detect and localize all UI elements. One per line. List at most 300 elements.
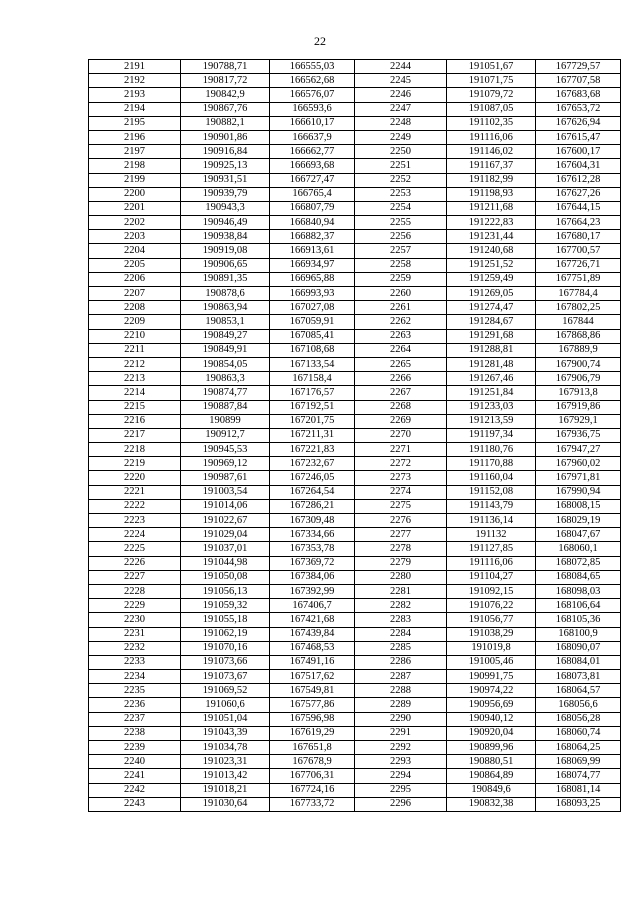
table-row xyxy=(89,372,621,386)
y-coordinate-right: 167644,15 xyxy=(536,201,621,215)
point-number-left: 2243 xyxy=(89,797,181,811)
point-number-left: 2234 xyxy=(89,670,181,684)
table-row xyxy=(89,102,621,116)
y-coordinate-left: 167517,62 xyxy=(270,670,355,684)
x-coordinate-left: 190912,7 xyxy=(181,428,270,442)
point-number-left: 2197 xyxy=(89,145,181,159)
table-row xyxy=(89,641,621,655)
x-coordinate-right: 190864,89 xyxy=(447,769,536,783)
y-coordinate-right: 167604,31 xyxy=(536,159,621,173)
table-row xyxy=(89,599,621,613)
table-row xyxy=(89,216,621,230)
point-number-right: 2296 xyxy=(355,797,447,811)
x-coordinate-right: 191269,05 xyxy=(447,287,536,301)
x-coordinate-left: 190817,72 xyxy=(181,74,270,88)
x-coordinate-left: 191013,42 xyxy=(181,769,270,783)
y-coordinate-right: 167626,94 xyxy=(536,116,621,130)
y-coordinate-right: 168074,77 xyxy=(536,769,621,783)
table-row xyxy=(89,159,621,173)
table-row xyxy=(89,414,621,428)
point-number-left: 2212 xyxy=(89,357,181,371)
y-coordinate-right: 167936,75 xyxy=(536,428,621,442)
point-number-left: 2206 xyxy=(89,272,181,286)
y-coordinate-left: 167221,83 xyxy=(270,443,355,457)
y-coordinate-right: 167889,9 xyxy=(536,343,621,357)
point-number-left: 2221 xyxy=(89,485,181,499)
x-coordinate-right: 191180,76 xyxy=(447,443,536,457)
y-coordinate-right: 167615,47 xyxy=(536,130,621,144)
table-row xyxy=(89,145,621,159)
y-coordinate-left: 166593,6 xyxy=(270,102,355,116)
table-row xyxy=(89,201,621,215)
y-coordinate-left: 167192,51 xyxy=(270,400,355,414)
y-coordinate-left: 167491,16 xyxy=(270,655,355,669)
x-coordinate-right: 191152,08 xyxy=(447,485,536,499)
point-number-right: 2287 xyxy=(355,670,447,684)
coordinates-table-body xyxy=(89,60,621,812)
x-coordinate-left: 191023,31 xyxy=(181,755,270,769)
y-coordinate-right: 167947,27 xyxy=(536,443,621,457)
x-coordinate-right: 191051,67 xyxy=(447,60,536,74)
y-coordinate-left: 167059,91 xyxy=(270,315,355,329)
x-coordinate-right: 191182,99 xyxy=(447,173,536,187)
x-coordinate-right: 190832,38 xyxy=(447,797,536,811)
point-number-left: 2220 xyxy=(89,471,181,485)
x-coordinate-left: 190891,35 xyxy=(181,272,270,286)
point-number-left: 2202 xyxy=(89,216,181,230)
table-row xyxy=(89,386,621,400)
point-number-left: 2214 xyxy=(89,386,181,400)
x-coordinate-right: 191005,46 xyxy=(447,655,536,669)
x-coordinate-right: 191240,68 xyxy=(447,244,536,258)
y-coordinate-left: 167392,99 xyxy=(270,584,355,598)
page-number: 22 xyxy=(314,34,326,48)
table-row xyxy=(89,301,621,315)
x-coordinate-right: 191116,06 xyxy=(447,556,536,570)
point-number-right: 2244 xyxy=(355,60,447,74)
point-number-left: 2201 xyxy=(89,201,181,215)
x-coordinate-left: 190853,1 xyxy=(181,315,270,329)
x-coordinate-left: 191034,78 xyxy=(181,741,270,755)
y-coordinate-left: 167334,66 xyxy=(270,528,355,542)
y-coordinate-left: 167706,31 xyxy=(270,769,355,783)
x-coordinate-left: 191003,54 xyxy=(181,485,270,499)
y-coordinate-left: 167108,68 xyxy=(270,343,355,357)
x-coordinate-right: 191160,04 xyxy=(447,471,536,485)
y-coordinate-right: 168060,74 xyxy=(536,726,621,740)
point-number-right: 2273 xyxy=(355,471,447,485)
point-number-left: 2233 xyxy=(89,655,181,669)
y-coordinate-right: 168064,25 xyxy=(536,741,621,755)
y-coordinate-right: 167729,57 xyxy=(536,60,621,74)
point-number-right: 2269 xyxy=(355,414,447,428)
table-row xyxy=(89,230,621,244)
x-coordinate-right: 191281,48 xyxy=(447,357,536,371)
y-coordinate-left: 167733,72 xyxy=(270,797,355,811)
table-row xyxy=(89,485,621,499)
x-coordinate-left: 191073,66 xyxy=(181,655,270,669)
point-number-right: 2252 xyxy=(355,173,447,187)
x-coordinate-right: 191056,77 xyxy=(447,613,536,627)
table-row xyxy=(89,769,621,783)
point-number-right: 2247 xyxy=(355,102,447,116)
y-coordinate-left: 167406,7 xyxy=(270,599,355,613)
point-number-left: 2194 xyxy=(89,102,181,116)
y-coordinate-right: 168090,07 xyxy=(536,641,621,655)
x-coordinate-right: 191251,84 xyxy=(447,386,536,400)
x-coordinate-left: 190945,53 xyxy=(181,443,270,457)
y-coordinate-left: 167211,31 xyxy=(270,428,355,442)
table-row xyxy=(89,74,621,88)
y-coordinate-right: 168081,14 xyxy=(536,783,621,797)
point-number-right: 2251 xyxy=(355,159,447,173)
point-number-right: 2257 xyxy=(355,244,447,258)
y-coordinate-left: 167232,67 xyxy=(270,457,355,471)
point-number-left: 2223 xyxy=(89,514,181,528)
y-coordinate-right: 168056,28 xyxy=(536,712,621,726)
x-coordinate-left: 190931,51 xyxy=(181,173,270,187)
x-coordinate-left: 191055,18 xyxy=(181,613,270,627)
x-coordinate-right: 191127,85 xyxy=(447,542,536,556)
y-coordinate-right: 167680,17 xyxy=(536,230,621,244)
point-number-right: 2270 xyxy=(355,428,447,442)
point-number-right: 2268 xyxy=(355,400,447,414)
point-number-left: 2227 xyxy=(89,570,181,584)
table-row xyxy=(89,570,621,584)
point-number-right: 2262 xyxy=(355,315,447,329)
point-number-left: 2210 xyxy=(89,329,181,343)
y-coordinate-left: 166913,61 xyxy=(270,244,355,258)
point-number-right: 2259 xyxy=(355,272,447,286)
point-number-right: 2283 xyxy=(355,613,447,627)
point-number-right: 2292 xyxy=(355,741,447,755)
point-number-left: 2216 xyxy=(89,414,181,428)
point-number-right: 2245 xyxy=(355,74,447,88)
x-coordinate-right: 191197,34 xyxy=(447,428,536,442)
table-row xyxy=(89,116,621,130)
table-row xyxy=(89,613,621,627)
point-number-right: 2277 xyxy=(355,528,447,542)
x-coordinate-left: 191029,04 xyxy=(181,528,270,542)
point-number-left: 2242 xyxy=(89,783,181,797)
x-coordinate-left: 190925,13 xyxy=(181,159,270,173)
point-number-right: 2255 xyxy=(355,216,447,230)
x-coordinate-left: 191022,67 xyxy=(181,514,270,528)
point-number-right: 2248 xyxy=(355,116,447,130)
y-coordinate-right: 168084,01 xyxy=(536,655,621,669)
x-coordinate-left: 190916,84 xyxy=(181,145,270,159)
y-coordinate-left: 166555,03 xyxy=(270,60,355,74)
y-coordinate-left: 167439,84 xyxy=(270,627,355,641)
point-number-right: 2276 xyxy=(355,514,447,528)
y-coordinate-right: 168084,65 xyxy=(536,570,621,584)
y-coordinate-right: 168073,81 xyxy=(536,670,621,684)
x-coordinate-left: 190849,27 xyxy=(181,329,270,343)
x-coordinate-right: 191170,88 xyxy=(447,457,536,471)
y-coordinate-right: 167990,94 xyxy=(536,485,621,499)
x-coordinate-left: 191018,21 xyxy=(181,783,270,797)
table-row xyxy=(89,471,621,485)
y-coordinate-left: 167133,54 xyxy=(270,357,355,371)
x-coordinate-right: 190940,12 xyxy=(447,712,536,726)
point-number-right: 2246 xyxy=(355,88,447,102)
point-number-left: 2191 xyxy=(89,60,181,74)
table-row xyxy=(89,514,621,528)
x-coordinate-right: 191076,22 xyxy=(447,599,536,613)
x-coordinate-left: 190878,6 xyxy=(181,287,270,301)
x-coordinate-left: 190874,77 xyxy=(181,386,270,400)
table-row xyxy=(89,343,621,357)
y-coordinate-right: 167802,25 xyxy=(536,301,621,315)
table-row xyxy=(89,726,621,740)
table-row xyxy=(89,698,621,712)
x-coordinate-left: 191070,16 xyxy=(181,641,270,655)
point-number-right: 2253 xyxy=(355,187,447,201)
x-coordinate-left: 191043,39 xyxy=(181,726,270,740)
x-coordinate-right: 191087,05 xyxy=(447,102,536,116)
x-coordinate-left: 190899 xyxy=(181,414,270,428)
x-coordinate-left: 191030,64 xyxy=(181,797,270,811)
point-number-left: 2213 xyxy=(89,372,181,386)
y-coordinate-left: 166934,97 xyxy=(270,258,355,272)
x-coordinate-right: 191291,68 xyxy=(447,329,536,343)
table-row xyxy=(89,287,621,301)
x-coordinate-left: 190939,79 xyxy=(181,187,270,201)
y-coordinate-right: 168106,64 xyxy=(536,599,621,613)
point-number-left: 2218 xyxy=(89,443,181,457)
table-row xyxy=(89,655,621,669)
point-number-right: 2271 xyxy=(355,443,447,457)
y-coordinate-right: 168069,99 xyxy=(536,755,621,769)
y-coordinate-right: 168064,57 xyxy=(536,684,621,698)
x-coordinate-left: 190943,3 xyxy=(181,201,270,215)
x-coordinate-right: 191274,47 xyxy=(447,301,536,315)
x-coordinate-right: 191284,67 xyxy=(447,315,536,329)
y-coordinate-left: 167577,86 xyxy=(270,698,355,712)
point-number-left: 2240 xyxy=(89,755,181,769)
point-number-right: 2289 xyxy=(355,698,447,712)
x-coordinate-left: 190788,71 xyxy=(181,60,270,74)
y-coordinate-left: 166840,94 xyxy=(270,216,355,230)
y-coordinate-left: 167353,78 xyxy=(270,542,355,556)
x-coordinate-left: 191073,67 xyxy=(181,670,270,684)
x-coordinate-left: 190906,65 xyxy=(181,258,270,272)
table-row xyxy=(89,670,621,684)
point-number-left: 2215 xyxy=(89,400,181,414)
point-number-left: 2219 xyxy=(89,457,181,471)
y-coordinate-right: 167844 xyxy=(536,315,621,329)
y-coordinate-left: 167309,48 xyxy=(270,514,355,528)
table-row xyxy=(89,187,621,201)
point-number-right: 2267 xyxy=(355,386,447,400)
point-number-right: 2263 xyxy=(355,329,447,343)
x-coordinate-right: 191104,27 xyxy=(447,570,536,584)
point-number-right: 2261 xyxy=(355,301,447,315)
x-coordinate-left: 191060,6 xyxy=(181,698,270,712)
point-number-left: 2209 xyxy=(89,315,181,329)
point-number-right: 2285 xyxy=(355,641,447,655)
point-number-left: 2228 xyxy=(89,584,181,598)
point-number-left: 2225 xyxy=(89,542,181,556)
point-number-left: 2217 xyxy=(89,428,181,442)
table-row xyxy=(89,684,621,698)
y-coordinate-left: 166637,9 xyxy=(270,130,355,144)
table-row xyxy=(89,712,621,726)
table-row xyxy=(89,428,621,442)
point-number-right: 2274 xyxy=(355,485,447,499)
x-coordinate-right: 191136,14 xyxy=(447,514,536,528)
table-row xyxy=(89,88,621,102)
y-coordinate-left: 167384,06 xyxy=(270,570,355,584)
x-coordinate-right: 191019,8 xyxy=(447,641,536,655)
y-coordinate-left: 167201,75 xyxy=(270,414,355,428)
table-row xyxy=(89,556,621,570)
x-coordinate-right: 191251,52 xyxy=(447,258,536,272)
y-coordinate-left: 166882,37 xyxy=(270,230,355,244)
y-coordinate-left: 166576,07 xyxy=(270,88,355,102)
x-coordinate-left: 191056,13 xyxy=(181,584,270,598)
x-coordinate-right: 191092,15 xyxy=(447,584,536,598)
x-coordinate-right: 190956,69 xyxy=(447,698,536,712)
x-coordinate-left: 190969,12 xyxy=(181,457,270,471)
point-number-left: 2235 xyxy=(89,684,181,698)
x-coordinate-left: 190946,49 xyxy=(181,216,270,230)
point-number-right: 2295 xyxy=(355,783,447,797)
point-number-left: 2241 xyxy=(89,769,181,783)
y-coordinate-left: 167264,54 xyxy=(270,485,355,499)
point-number-right: 2258 xyxy=(355,258,447,272)
x-coordinate-left: 191062,19 xyxy=(181,627,270,641)
y-coordinate-right: 168100,9 xyxy=(536,627,621,641)
point-number-right: 2272 xyxy=(355,457,447,471)
x-coordinate-right: 191038,29 xyxy=(447,627,536,641)
point-number-left: 2211 xyxy=(89,343,181,357)
x-coordinate-right: 191288,81 xyxy=(447,343,536,357)
x-coordinate-right: 191143,79 xyxy=(447,499,536,513)
point-number-left: 2199 xyxy=(89,173,181,187)
table-row xyxy=(89,258,621,272)
x-coordinate-left: 190987,61 xyxy=(181,471,270,485)
y-coordinate-left: 167158,4 xyxy=(270,372,355,386)
x-coordinate-right: 191211,68 xyxy=(447,201,536,215)
y-coordinate-left: 167724,16 xyxy=(270,783,355,797)
y-coordinate-right: 167919,86 xyxy=(536,400,621,414)
x-coordinate-right: 191198,93 xyxy=(447,187,536,201)
x-coordinate-left: 190863,94 xyxy=(181,301,270,315)
table-row xyxy=(89,627,621,641)
y-coordinate-right: 167900,74 xyxy=(536,357,621,371)
point-number-left: 2204 xyxy=(89,244,181,258)
table-row xyxy=(89,173,621,187)
y-coordinate-right: 167971,81 xyxy=(536,471,621,485)
x-coordinate-right: 191116,06 xyxy=(447,130,536,144)
point-number-left: 2222 xyxy=(89,499,181,513)
y-coordinate-right: 167627,26 xyxy=(536,187,621,201)
y-coordinate-left: 167369,72 xyxy=(270,556,355,570)
point-number-right: 2266 xyxy=(355,372,447,386)
table-row xyxy=(89,542,621,556)
point-number-left: 2230 xyxy=(89,613,181,627)
x-coordinate-left: 190901,86 xyxy=(181,130,270,144)
y-coordinate-right: 168047,67 xyxy=(536,528,621,542)
y-coordinate-right: 167784,4 xyxy=(536,287,621,301)
point-number-left: 2224 xyxy=(89,528,181,542)
point-number-right: 2249 xyxy=(355,130,447,144)
point-number-right: 2280 xyxy=(355,570,447,584)
y-coordinate-left: 167619,29 xyxy=(270,726,355,740)
table-row xyxy=(89,457,621,471)
y-coordinate-right: 168093,25 xyxy=(536,797,621,811)
table-row xyxy=(89,755,621,769)
y-coordinate-right: 167600,17 xyxy=(536,145,621,159)
y-coordinate-left: 167176,57 xyxy=(270,386,355,400)
point-number-left: 2203 xyxy=(89,230,181,244)
point-number-right: 2256 xyxy=(355,230,447,244)
point-number-right: 2293 xyxy=(355,755,447,769)
x-coordinate-left: 190938,84 xyxy=(181,230,270,244)
x-coordinate-right: 191146,02 xyxy=(447,145,536,159)
point-number-right: 2265 xyxy=(355,357,447,371)
point-number-left: 2192 xyxy=(89,74,181,88)
x-coordinate-left: 191069,52 xyxy=(181,684,270,698)
x-coordinate-left: 191059,32 xyxy=(181,599,270,613)
point-number-right: 2279 xyxy=(355,556,447,570)
point-number-left: 2208 xyxy=(89,301,181,315)
table-row xyxy=(89,528,621,542)
point-number-right: 2294 xyxy=(355,769,447,783)
x-coordinate-right: 191213,59 xyxy=(447,414,536,428)
x-coordinate-right: 190899,96 xyxy=(447,741,536,755)
point-number-left: 2237 xyxy=(89,712,181,726)
point-number-right: 2291 xyxy=(355,726,447,740)
x-coordinate-right: 191132 xyxy=(447,528,536,542)
x-coordinate-right: 191233,03 xyxy=(447,400,536,414)
x-coordinate-right: 191259,49 xyxy=(447,272,536,286)
y-coordinate-right: 167726,71 xyxy=(536,258,621,272)
y-coordinate-left: 166993,93 xyxy=(270,287,355,301)
y-coordinate-left: 167246,05 xyxy=(270,471,355,485)
point-number-right: 2290 xyxy=(355,712,447,726)
table-row xyxy=(89,60,621,74)
point-number-right: 2286 xyxy=(355,655,447,669)
point-number-left: 2198 xyxy=(89,159,181,173)
y-coordinate-right: 167683,68 xyxy=(536,88,621,102)
x-coordinate-left: 190849,91 xyxy=(181,343,270,357)
point-number-left: 2207 xyxy=(89,287,181,301)
table-row xyxy=(89,499,621,513)
table-row xyxy=(89,443,621,457)
y-coordinate-left: 166610,17 xyxy=(270,116,355,130)
point-number-right: 2281 xyxy=(355,584,447,598)
y-coordinate-left: 167678,9 xyxy=(270,755,355,769)
x-coordinate-left: 190882,1 xyxy=(181,116,270,130)
x-coordinate-left: 191050,08 xyxy=(181,570,270,584)
table-row xyxy=(89,584,621,598)
y-coordinate-left: 167468,53 xyxy=(270,641,355,655)
point-number-right: 2254 xyxy=(355,201,447,215)
x-coordinate-right: 191231,44 xyxy=(447,230,536,244)
point-number-left: 2193 xyxy=(89,88,181,102)
x-coordinate-right: 191222,83 xyxy=(447,216,536,230)
point-number-right: 2250 xyxy=(355,145,447,159)
point-number-left: 2196 xyxy=(89,130,181,144)
x-coordinate-right: 191167,37 xyxy=(447,159,536,173)
point-number-right: 2278 xyxy=(355,542,447,556)
y-coordinate-right: 167707,58 xyxy=(536,74,621,88)
y-coordinate-left: 166662,77 xyxy=(270,145,355,159)
table-row xyxy=(89,797,621,811)
y-coordinate-right: 167700,57 xyxy=(536,244,621,258)
